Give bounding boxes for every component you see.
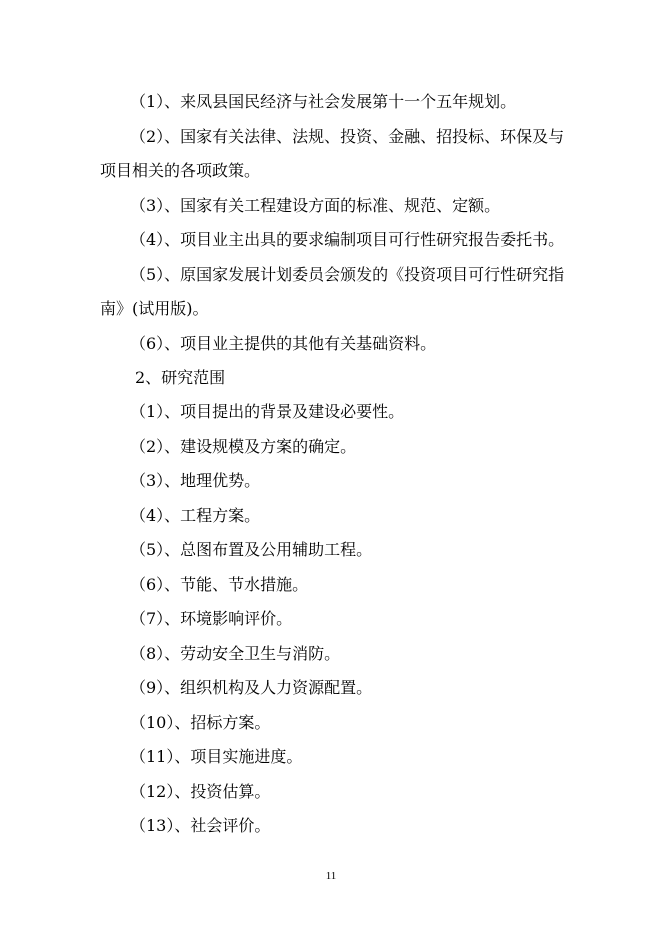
scope-item-12: （12）、投资估算。: [130, 782, 271, 801]
basis-item-4: （4）、项目业主出具的要求编制项目可行性研究报告委托书。: [130, 230, 565, 249]
scope-item-11: （11）、项目实施进度。: [130, 747, 303, 766]
scope-item-5: （5）、总图布置及公用辅助工程。: [130, 540, 373, 559]
scope-item-13: （13）、社会评价。: [130, 816, 271, 835]
scope-item-4: （4）、工程方案。: [130, 506, 261, 525]
scope-item-6: （6）、节能、节水措施。: [130, 575, 309, 594]
section-heading: 2、研究范围: [135, 368, 226, 387]
basis-item-2-continued: 项目相关的各项政策。: [100, 161, 261, 180]
scope-item-1: （1）、项目提出的背景及建设必要性。: [130, 402, 405, 421]
basis-item-3: （3）、国家有关工程建设方面的标准、规范、定额。: [130, 196, 501, 215]
page-number: 11: [325, 870, 337, 882]
basis-item-1: （1）、来凤县国民经济与社会发展第十一个五年规划。: [130, 92, 517, 111]
scope-item-7: （7）、环境影响评价。: [130, 609, 293, 628]
basis-item-5: （5）、原国家发展计划委员会颁发的《投资项目可行性研究指: [130, 265, 565, 284]
basis-item-2: （2）、国家有关法律、法规、投资、金融、招投标、环保及与: [130, 127, 565, 146]
basis-item-6: （6）、项目业主提供的其他有关基础资料。: [130, 334, 437, 353]
scope-item-3: （3）、地理优势。: [130, 471, 261, 490]
scope-item-10: （10）、招标方案。: [130, 713, 271, 732]
scope-item-9: （9）、组织机构及人力资源配置。: [130, 678, 373, 697]
basis-item-5-continued: 南》(试用版)。: [100, 299, 209, 318]
scope-item-2: （2）、建设规模及方案的确定。: [130, 437, 357, 456]
scope-item-8: （8）、劳动安全卫生与消防。: [130, 644, 341, 663]
